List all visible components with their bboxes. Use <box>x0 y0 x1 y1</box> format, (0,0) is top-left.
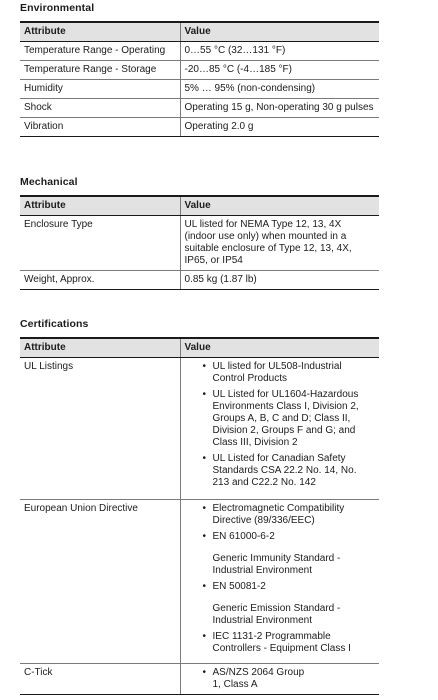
attribute-cell: Temperature Range - Storage <box>20 61 180 80</box>
c-tick-list <box>185 667 376 691</box>
value-cell: UL listed for NEMA Type 12, 13, 4X (indoor use only) when mounted in a suitable enclosure of Type 12, 13, 4X, IP65, or IP54 <box>180 216 379 271</box>
list-item <box>202 361 376 385</box>
table-row <box>20 216 379 271</box>
mechanical-title: Mechanical <box>20 176 78 188</box>
attribute-cell: Temperature Range - Operating <box>20 42 180 61</box>
bullet-icon: • <box>202 389 207 400</box>
list-item <box>202 531 376 577</box>
value-header: Value <box>180 338 379 358</box>
table-header-row <box>20 196 379 216</box>
table-row <box>20 500 379 664</box>
certifications-title: Certifications <box>20 318 89 330</box>
list-item-subtext: Generic Emission Standard - Industrial Environment <box>212 603 341 626</box>
bullet-icon: • <box>202 581 207 592</box>
attribute-cell: Shock <box>20 99 180 118</box>
attribute-cell: C-Tick <box>20 664 180 695</box>
table-row <box>20 42 379 61</box>
attribute-cell: Enclosure Type <box>20 216 180 271</box>
list-item <box>202 503 376 527</box>
bullet-icon: • <box>202 631 207 642</box>
table-header-row <box>20 338 379 358</box>
value-cell: -20…85 °C (-4…185 °F) <box>180 61 379 80</box>
list-item <box>202 667 376 691</box>
list-item-text: UL Listed for Canadian Safety Standards CSA 22.2 No. 14, No. 213 and C22.2 No. 142 <box>212 453 357 488</box>
value-cell <box>180 358 379 500</box>
list-item <box>202 631 376 655</box>
attribute-header: Attribute <box>20 338 180 358</box>
value-header: Value <box>180 22 379 42</box>
attribute-cell: Weight, Approx. <box>20 271 180 290</box>
attribute-header: Attribute <box>20 22 180 42</box>
value-cell: Operating 15 g, Non-operating 30 g pulses <box>180 99 379 118</box>
table-row <box>20 99 379 118</box>
value-cell: Operating 2.0 g <box>180 118 379 137</box>
attribute-cell: Vibration <box>20 118 180 137</box>
list-item-subtext: Generic Immunity Standard - Industrial Environment <box>212 553 341 576</box>
table-row <box>20 118 379 137</box>
table-row <box>20 358 379 500</box>
table-header-row <box>20 22 379 42</box>
bullet-icon: • <box>202 453 207 464</box>
bullet-icon: • <box>202 531 207 542</box>
list-item-text: EN 50081-2 <box>212 581 266 592</box>
bullet-icon: • <box>202 361 207 372</box>
attribute-header: Attribute <box>20 196 180 216</box>
list-item-text: UL listed for UL508-Industrial Control Products <box>212 361 342 384</box>
bullet-icon: • <box>202 667 207 678</box>
list-item <box>202 389 376 449</box>
mechanical-table <box>20 195 379 290</box>
value-cell: 5% … 95% (non-condensing) <box>180 80 379 99</box>
eu-directive-list <box>185 503 376 655</box>
value-cell: 0…55 °C (32…131 °F) <box>180 42 379 61</box>
list-item-text: AS/NZS 2064 Group 1, Class A <box>212 667 305 690</box>
list-item-text: Electromagnetic Compatibility Directive (89/336/EEC) <box>212 503 345 526</box>
certifications-table <box>20 337 379 695</box>
table-row <box>20 80 379 99</box>
ul-listings-list <box>185 361 376 489</box>
table-row <box>20 61 379 80</box>
value-header: Value <box>180 196 379 216</box>
bullet-icon: • <box>202 503 207 514</box>
list-item-text: EN 61000-6-2 <box>212 531 275 542</box>
list-item <box>202 453 376 489</box>
list-item <box>202 581 376 627</box>
table-row <box>20 664 379 695</box>
value-cell <box>180 664 379 695</box>
list-item-text: UL Listed for UL1604-Hazardous Environments Class I, Division 2, Groups A, B, C and D; Class II, Division 2, Groups F and G; and Class III, Division 2 <box>212 389 359 448</box>
value-cell: 0.85 kg (1.87 lb) <box>180 271 379 290</box>
environmental-title: Environmental <box>20 2 95 14</box>
environmental-table <box>20 21 379 137</box>
value-cell <box>180 500 379 664</box>
attribute-cell: UL Listings <box>20 358 180 500</box>
attribute-cell: European Union Directive <box>20 500 180 664</box>
table-row <box>20 271 379 290</box>
attribute-cell: Humidity <box>20 80 180 99</box>
list-item-text: IEC 1131-2 Programmable Controllers - Equipment Class I <box>212 631 351 654</box>
